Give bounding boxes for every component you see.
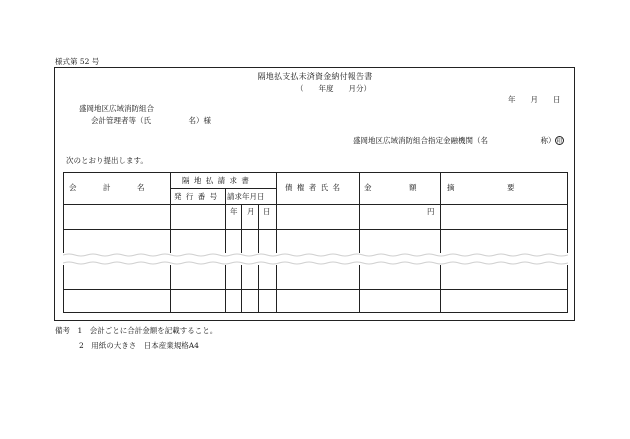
date-unit-month: 月: [247, 207, 256, 216]
header-remote-invoice: 隔 地 払 請 求 書: [182, 176, 250, 185]
addressee-title: 会計管理者等（氏 名）様: [91, 116, 211, 125]
row-divider: [63, 229, 568, 230]
header-issue-number: 発 行 番 号: [174, 192, 219, 201]
col-divider: [440, 172, 441, 313]
header-amount: 金 額: [364, 183, 417, 192]
col-divider: [276, 172, 277, 313]
header-invoice-date: 請求年月日: [227, 192, 265, 201]
table-border-top: [63, 172, 568, 173]
header-account: 会 計 名: [69, 183, 146, 192]
header-divider: [63, 204, 568, 205]
amount-unit: 円: [427, 207, 436, 216]
report-table: [63, 172, 568, 313]
note-1: 備考 1 会計ごとに合計金額を記載すること。: [55, 326, 218, 335]
designated-institution: 盛岡地区広域消防組合指定金融機関（名 称）: [353, 136, 556, 145]
form-number: 様式第 52 号: [55, 57, 100, 66]
table-border-bottom: [63, 312, 568, 313]
report-date: 年 月 日: [508, 95, 561, 104]
col-divider: [225, 188, 226, 313]
table-border-left: [63, 172, 64, 313]
omission-break: [63, 253, 568, 265]
col-divider: [170, 172, 171, 313]
intro-text: 次のとおり提出します。: [66, 156, 148, 165]
row-divider: [63, 289, 568, 290]
report-period: （ 年度 月分）: [296, 84, 371, 93]
addressee-organization: 盛岡地区広域消防組合: [79, 104, 154, 113]
note-2: 2 用紙の大きさ 日本産業規格A4: [79, 341, 199, 350]
document-title: 隔地払支払未済資金納付報告書: [257, 72, 373, 81]
col-divider: [359, 172, 360, 313]
date-unit-day: 日: [263, 207, 272, 216]
date-unit-year: 年: [230, 207, 239, 216]
header-creditor: 債 権 者 氏 名: [285, 183, 342, 192]
header-divider-sub: [170, 188, 276, 189]
header-summary: 摘 要: [447, 183, 515, 192]
table-border-right: [567, 172, 568, 313]
seal-mark-icon: 印: [556, 138, 563, 145]
